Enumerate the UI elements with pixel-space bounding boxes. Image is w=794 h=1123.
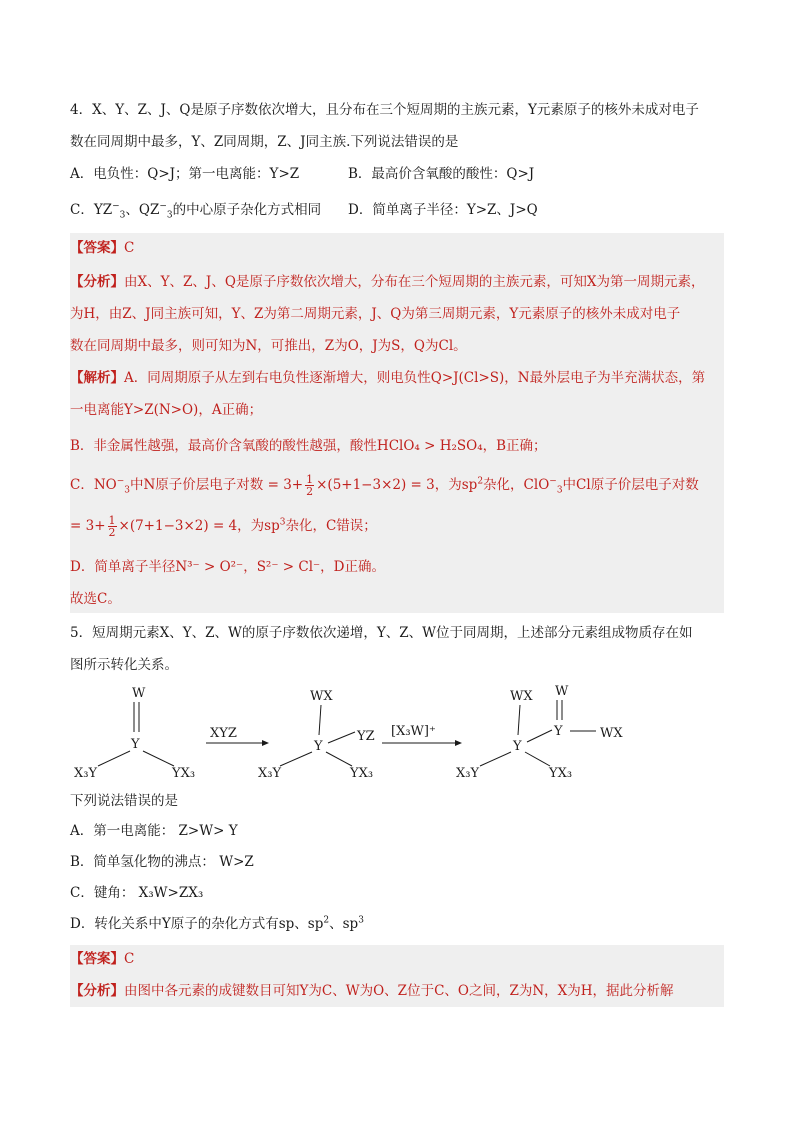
- q5-stem-line1: 5．短周期元素X、Y、Z、W的原子序数依次递增，Y、Z、W位于同周期，上述部分元素组成物质存在如: [70, 625, 693, 641]
- q4-option-a: A．电负性：Q>J；第一电离能：Y>Z: [70, 166, 300, 182]
- atom-label: WX: [510, 689, 533, 704]
- atom-label: Y: [131, 737, 140, 752]
- atom-label: YX₃: [350, 766, 374, 781]
- q4-explain-c2: = 3+ $\frac{1}{2}$ ×(7+1−3×2) = 4，为$sp^3$杂化，C错误；: [70, 514, 377, 539]
- fraction-half: $\frac{1}{2}$: [108, 514, 116, 539]
- q4-option-c: C．$YZ^-_3$、$QZ^-_3$的中心原子杂化方式相同: [70, 201, 322, 221]
- molecule-1: [74, 686, 195, 781]
- q5-option-a: A．第一电离能： Z>W> Y: [70, 823, 238, 839]
- atom-label: WX: [310, 689, 333, 704]
- q5-option-b: B．简单氢化物的沸点： W>Z: [70, 854, 254, 870]
- arrow-label: XYZ: [210, 726, 237, 741]
- fraction-half: $\frac{1}{2}$: [306, 473, 314, 498]
- atom-label: YX₃: [172, 766, 196, 781]
- arrow-label: [X₃W]⁺: [391, 724, 436, 739]
- atom-label: YX₃: [549, 766, 573, 781]
- q4-stem-line1: 4．X、Y、Z、J、Q是原子序数依次增大，且分布在三个短周期的主族元素，Y元素原子的核外未成对电子: [70, 102, 699, 118]
- q4-answer: 【答案】C: [70, 240, 135, 256]
- atom-label: X₃Y: [456, 766, 480, 781]
- q4-explain-b: B．非金属性越强，最高价含氧酸的酸性越强，酸性HClO₄ > H₂SO₄，B正确；: [70, 438, 547, 454]
- atom-label: YZ: [357, 729, 375, 744]
- q4-explain-a1: 【解析】A．同周期原子从左到右电负性逐渐增大，则电负性Q>J(Cl>S)，N最外层电子为半充满状态，第: [70, 370, 706, 386]
- reaction-arrow-2: [382, 724, 462, 746]
- atom-label: X₃Y: [74, 766, 98, 781]
- q4-analysis-line2: 为H，由Z、J同主族可知，Y、Z为第二周期元素，J、Q为第三周期元素，Y元素原子的核外未成对电子: [70, 306, 681, 322]
- reaction-arrow-1: [206, 726, 269, 746]
- q4-conclusion: 故选C。: [70, 591, 121, 607]
- q5-question: 下列说法错误的是: [70, 793, 178, 809]
- molecule-3: [456, 684, 623, 781]
- q5-option-c: C．键角： X₃W>ZX₃: [70, 885, 204, 901]
- q4-explain-a2: 一电离能Y>Z(N>O)，A正确；: [70, 402, 263, 418]
- q5-analysis-line1: 【分析】由图中各元素的成键数目可知Y为C、W为O、Z位于C、O之间，Z为N，X为H，据此分析解: [70, 983, 674, 999]
- reaction-diagram: [70, 680, 724, 785]
- atom-label: X₃Y: [258, 766, 282, 781]
- atom-label: WX: [600, 726, 623, 741]
- q4-analysis-line1: 【分析】由X、Y、Z、J、Q是原子序数依次增大，分布在三个短周期的主族元素，可知X为第一周期元素，: [70, 274, 705, 290]
- q5-stem-line2: 图所示转化关系。: [70, 657, 178, 673]
- q4-option-b: B．最高价含氧酸的酸性：Q>J: [348, 166, 535, 182]
- atom-label: Y: [314, 739, 323, 754]
- molecule-2: [258, 689, 375, 781]
- q4-option-d: D．简单离子半径：Y>Z、J>Q: [348, 202, 538, 218]
- atom-label: W: [555, 684, 569, 699]
- q4-explain-d: D．简单离子半径N³⁻ > O²⁻，S²⁻ > Cl⁻，D正确。: [70, 559, 385, 575]
- q5-option-d: D．转化关系中Y原子的杂化方式有sp、$sp^2$、$sp^3$: [70, 915, 364, 932]
- q4-explain-c1: C．$NO^-_3$中N原子价层电子对数 = 3+ $\frac{1}{2}$ ×(5+1−3×2) = 3，为$sp^2$杂化，ClO−$_3$中Cl原子价层电子对数: [70, 473, 699, 498]
- q5-answer: 【答案】C: [70, 951, 135, 967]
- q4-stem-line2: 数在同周期中最多，Y、Z同周期，Z、J同主族.下列说法错误的是: [70, 134, 459, 150]
- q4-analysis-line3: 数在同周期中最多，则可知为N，可推出，Z为O，J为S，Q为Cl。: [70, 338, 467, 354]
- atom-label: W: [132, 686, 146, 701]
- atom-label: Y: [554, 724, 563, 739]
- atom-label: Y: [513, 739, 522, 754]
